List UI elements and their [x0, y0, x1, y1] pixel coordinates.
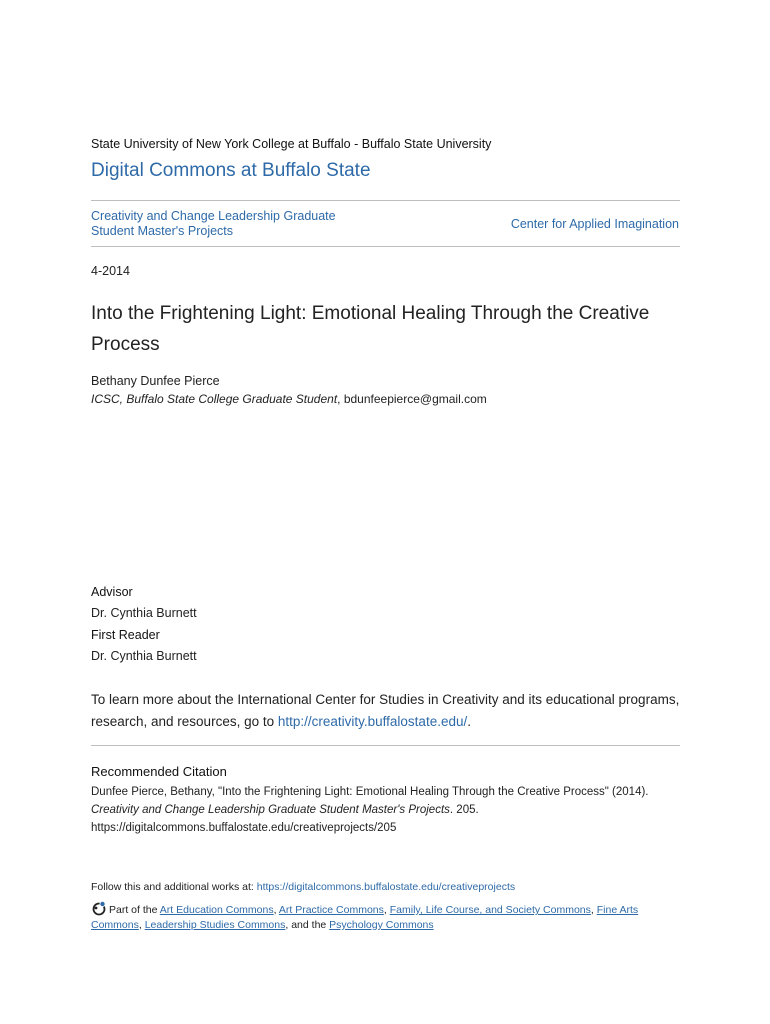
- follow-text: Follow this and additional works at:: [91, 881, 257, 893]
- separator: ,: [138, 919, 145, 931]
- psychology-commons-link[interactable]: Psychology Commons: [329, 919, 434, 931]
- citation-text: [91, 783, 681, 837]
- department-link[interactable]: Center for Applied Imagination: [510, 217, 679, 231]
- document-title: Into the Frightening Light: Emotional Healing Through the Creative Process: [91, 303, 650, 355]
- art-practice-commons-link[interactable]: Art Practice Commons: [278, 904, 384, 916]
- learn-more-paragraph: [91, 689, 691, 733]
- citation-heading: Recommended Citation: [91, 764, 227, 779]
- separator: ,: [590, 904, 597, 916]
- divider: [91, 745, 680, 746]
- family-life-course-commons-link[interactable]: Family, Life Course, and Society Commons: [389, 904, 591, 916]
- citation-part1: Dunfee Pierce, Bethany, "Into the Frightening Light: Emotional Healing Through the Creative Process" (2014).: [91, 786, 649, 798]
- part-of-text: Part of the: [109, 904, 160, 916]
- institution-name: State University of New York College at Buffalo - Buffalo State University: [91, 137, 492, 151]
- network-icon: [91, 900, 107, 916]
- affiliation-separator: ,: [337, 392, 344, 406]
- series-link[interactable]: Creativity and Change Leadership Graduate Student Master's Projects: [91, 209, 336, 238]
- author-name: Bethany Dunfee Pierce: [91, 374, 220, 388]
- affiliation-text: ICSC, Buffalo State College Graduate Student: [91, 392, 338, 406]
- leadership-studies-commons-link[interactable]: Leadership Studies Commons: [144, 919, 286, 931]
- divider: [91, 200, 680, 201]
- separator: ,: [383, 904, 390, 916]
- first-reader-name: Dr. Cynthia Burnett: [91, 649, 197, 663]
- follow-link[interactable]: https://digitalcommons.buffalostate.edu/creativeprojects: [256, 881, 516, 893]
- learn-more-end: .: [467, 714, 471, 729]
- first-reader-label: First Reader: [91, 628, 160, 642]
- art-education-commons-link[interactable]: Art Education Commons: [159, 904, 274, 916]
- repository-title[interactable]: Digital Commons at Buffalo State: [91, 160, 371, 181]
- divider: [91, 246, 680, 247]
- advisor-label: Advisor: [91, 585, 133, 599]
- fine-arts-commons-link[interactable]: Fine Arts Commons: [91, 904, 639, 931]
- author-email: bdunfeepierce@gmail.com: [343, 392, 487, 406]
- citation-series: Creativity and Change Leadership Graduate Student Master's Projects: [91, 804, 450, 816]
- separator: ,: [273, 904, 279, 916]
- follow-line: [91, 881, 515, 893]
- citation-part2: . 205.: [449, 804, 479, 816]
- publication-date: 4-2014: [91, 264, 130, 278]
- citation-url: https://digitalcommons.buffalostate.edu/creativeprojects/205: [91, 822, 397, 834]
- author-affiliation: [91, 392, 487, 406]
- part-of-line: [91, 900, 681, 933]
- advisor-name: Dr. Cynthia Burnett: [91, 606, 197, 620]
- and-the-text: , and the: [285, 919, 330, 931]
- creativity-link[interactable]: http://creativity.buffalostate.edu/: [277, 714, 468, 729]
- learn-more-text: To learn more about the International Center for Studies in Creativity and its educational programs, research, and resources, go to: [91, 692, 680, 729]
